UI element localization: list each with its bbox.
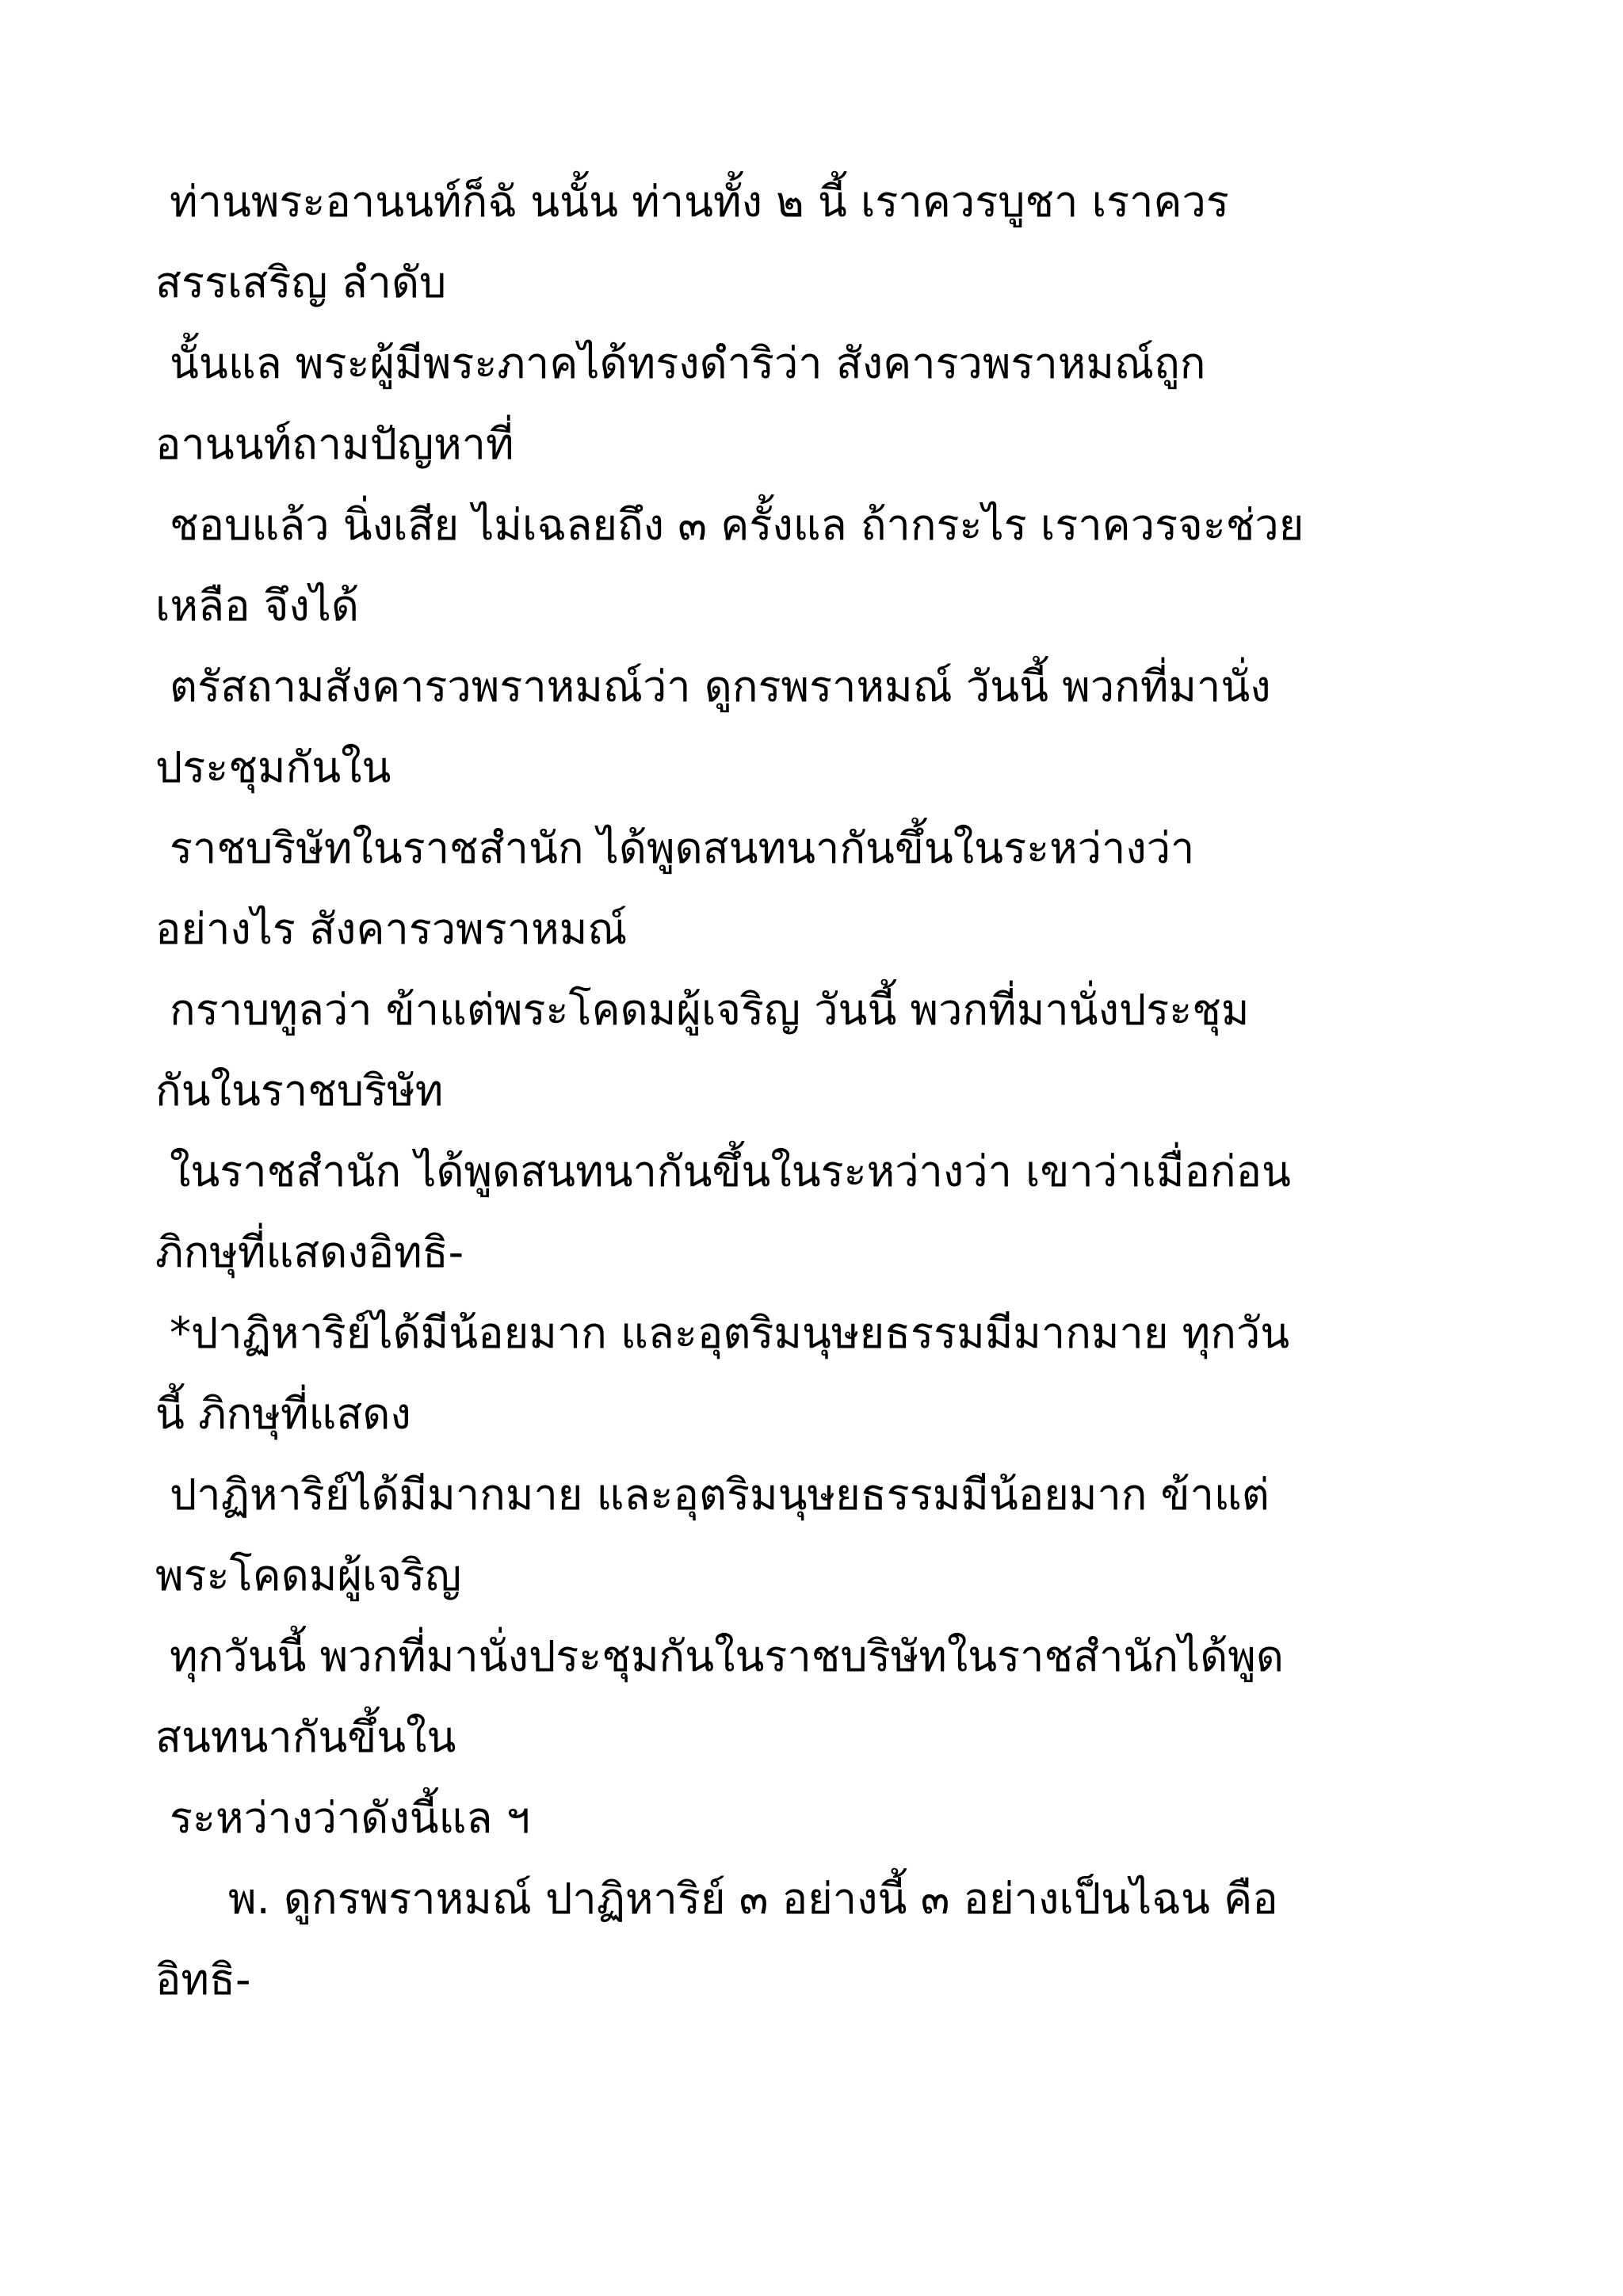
- text-line: อานนท์ถามปัญหาที่: [155, 419, 514, 469]
- text-line: พระโคดมผู้เจริญ: [155, 1550, 462, 1600]
- text-line: ตรัสถามสังคารวพราหมณ์ว่า ดูกรพราหมณ์ วันนี้ พวกที่มานั่ง: [170, 662, 1271, 711]
- text-line: กันในราชบริษัท: [155, 1066, 444, 1116]
- text-line: กราบทูลว่า ข้าแต่พระโคดมผู้เจริญ วันนี้ พวกที่มานั่งประชุม: [170, 985, 1250, 1035]
- text-line: ชอบแล้ว นิ่งเสีย ไม่เฉลยถึง ๓ ครั้งแล ถ้ากระไร เราควรจะช่วย: [170, 500, 1304, 550]
- text-line: ราชบริษัทในราชสำนัก ได้พูดสนทนากันขึ้นในระหว่างว่า: [170, 823, 1195, 873]
- text-line: ทุกวันนี้ พวกที่มานั่งประชุมกันในราชบริษัทในราชสำนักได้พูด: [170, 1631, 1284, 1681]
- text-line: ในราชสำนัก ได้พูดสนทนากันขึ้นในระหว่างว่า เขาว่าเมื่อก่อน: [170, 1146, 1291, 1196]
- text-line: ปาฏิหาริย์ได้มีมากมาย และอุตริมนุษยธรรมมีน้อยมาก ข้าแต่: [170, 1470, 1270, 1520]
- text-line: ภิกษุที่แสดงอิทธิ-: [155, 1227, 464, 1277]
- document-body: [155, 162, 1495, 2020]
- text-line: ประชุมกันใน: [155, 742, 391, 792]
- text-line: สรรเสริญ ลำดับ: [155, 257, 447, 307]
- text-line: ท่านพระอานนท์ก็ฉั นนั้น ท่านทั้ง ๒ นี้ เราควรบูชา เราควร: [170, 177, 1229, 227]
- text-line: ระหว่างว่าดังนี้แล ฯ: [170, 1793, 530, 1843]
- text-line: สนทนากันขึ้นใน: [155, 1712, 456, 1762]
- text-line: พ. ดูกรพราหมณ์ ปาฏิหาริย์ ๓ อย่างนี้ ๓ อย่างเป็นไฉน คือ: [228, 1874, 1278, 1924]
- text-line: *ปาฏิหาริย์ได้มีน้อยมาก และอุตริมนุษยธรรมมีมากมาย ทุกวัน: [170, 1308, 1290, 1358]
- text-line: อิทธิ-: [155, 1955, 251, 2004]
- text-line: นั้นแล พระผู้มีพระภาคได้ทรงดำริว่า สังคารวพราหมณ์ถูก: [170, 338, 1206, 388]
- text-line: นี้ ภิกษุที่แสดง: [155, 1389, 411, 1439]
- text-line: เหลือ จึงได้: [155, 581, 359, 631]
- text-line: อย่างไร สังคารวพราหมณ์: [155, 904, 628, 954]
